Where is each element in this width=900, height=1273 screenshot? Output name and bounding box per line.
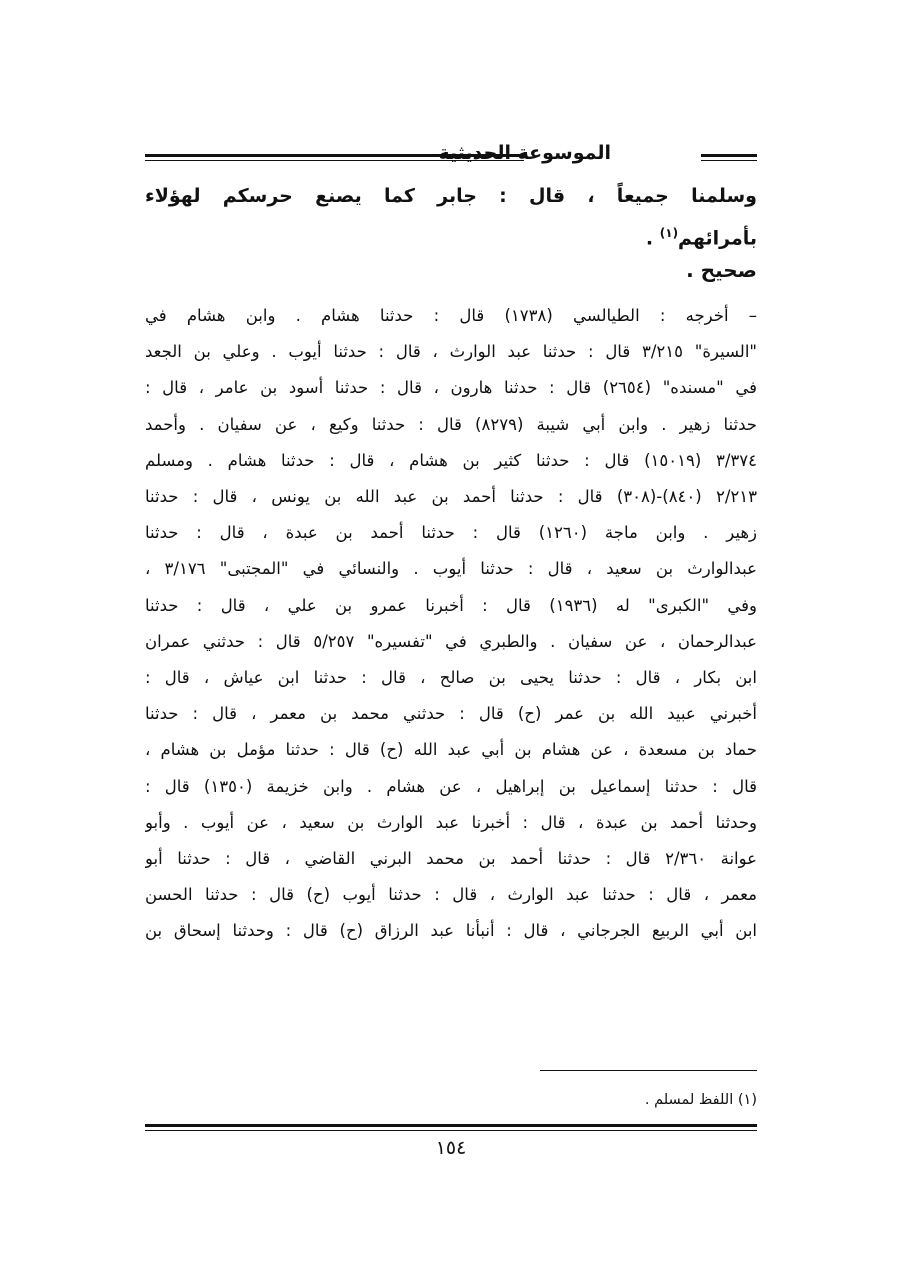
takhrij-line: – أخرجه : الطيالسي (١٧٣٨) قال : حدثنا هشام . وابن هشام في [145, 306, 757, 325]
takhrij-line: ابن بكار ، قال : حدثنا يحيى بن صالح ، قال : حدثنا ابن عياش ، قال : [145, 668, 757, 688]
book-page [145, 0, 757, 1273]
page-number: ١٥٤ [435, 1137, 467, 1159]
hadith-grade: صحيح . [686, 258, 757, 282]
takhrij-line: "السيرة" ٣/٢١٥ قال : حدثنا عبد الوارث ، قال : حدثنا أيوب . وعلي بن الجعد [145, 342, 757, 362]
hadith-text [145, 178, 757, 257]
footer-rule-thin [145, 1130, 757, 1131]
takhrij-line: حدثنا زهير . وابن أبي شيبة (٨٢٧٩) قال : حدثنا وكيع ، عن سفيان . وأحمد [145, 414, 757, 434]
takhrij-line: ٢/٢١٣ (٨٤٠)-(٣٠٨) قال : حدثنا أحمد بن عبد الله بن يونس ، قال : حدثنا [145, 487, 757, 507]
footnote-separator [540, 1070, 757, 1071]
takhrij-line: وحدثنا أحمد بن عبدة ، قال : أخبرنا عبد الوارث بن سعيد ، عن أيوب . وأبو [145, 812, 757, 832]
running-header [145, 140, 757, 172]
takhrij-line: أخبرني عبيد الله بن عمر (ح) قال : حدثني محمد بن معمر ، قال : حدثنا [145, 704, 757, 724]
takhrij-line: في "مسنده" (٢٦٥٤) قال : حدثنا هارون ، قال : حدثنا أسود بن عامر ، قال : [145, 378, 757, 398]
takhrij-line: عبدالرحمان ، عن سفيان . والطبري في "تفسيره" ٥/٢٥٧ قال : حدثني عمران [145, 631, 757, 651]
takhrij-line: عوانة ٢/٣٦٠ قال : حدثنا أحمد بن محمد البرني القاضي ، قال : حدثنا أبو [145, 849, 757, 869]
takhrij-line: زهير . وابن ماجة (١٢٦٠) قال : حدثنا أحمد بن عبدة ، قال : حدثنا [145, 523, 757, 543]
header-title: الموسوعة الحديثية [438, 142, 611, 164]
hadith-line-2 [145, 215, 757, 257]
takhrij-line: عبدالوارث بن سعيد ، قال : حدثنا أيوب . والنسائي في "المجتبى" ٣/١٧٦ ، [145, 559, 757, 579]
footnote: (١) اللفظ لمسلم . [644, 1092, 757, 1108]
hadith-line-2-text: بأمرائهم [678, 227, 757, 250]
takhrij-line: معمر ، قال : حدثنا عبد الوارث ، قال : حدثنا أيوب (ح) قال : حدثنا الحسن [145, 885, 757, 905]
footer-rule-thick [145, 1124, 757, 1127]
header-rule-right-thick [701, 154, 757, 157]
takhrij-text [145, 298, 757, 950]
hadith-line-1: وسلمنا جميعاً ، قال : جابر كما يصنع حرسكم لهؤلاء [145, 185, 757, 207]
takhrij-line: وفي "الكبرى" له (١٩٣٦) قال : أخبرنا عمرو بن علي ، قال : حدثنا [145, 595, 757, 615]
takhrij-line: ابن أبي الربيع الجرجاني ، قال : أنبأنا عبد الرزاق (ح) قال : وحدثنا إسحاق بن [145, 921, 757, 941]
hadith-line-2-end: . [645, 227, 660, 250]
takhrij-line: حماد بن مسعدة ، عن هشام بن أبي عبد الله (ح) قال : حدثنا مؤمل بن هشام ، [145, 740, 757, 760]
takhrij-line: ٣/٣٧٤ (١٥٠١٩) قال : حدثنا كثير بن هشام ، قال : حدثنا هشام . ومسلم [145, 450, 757, 470]
footnote-reference: (١) [659, 226, 679, 240]
takhrij-line: قال : حدثنا إسماعيل بن إبراهيل ، عن هشام . وابن خزيمة (١٣٥٠) قال : [145, 776, 757, 796]
header-rule-right-thin [701, 160, 757, 161]
